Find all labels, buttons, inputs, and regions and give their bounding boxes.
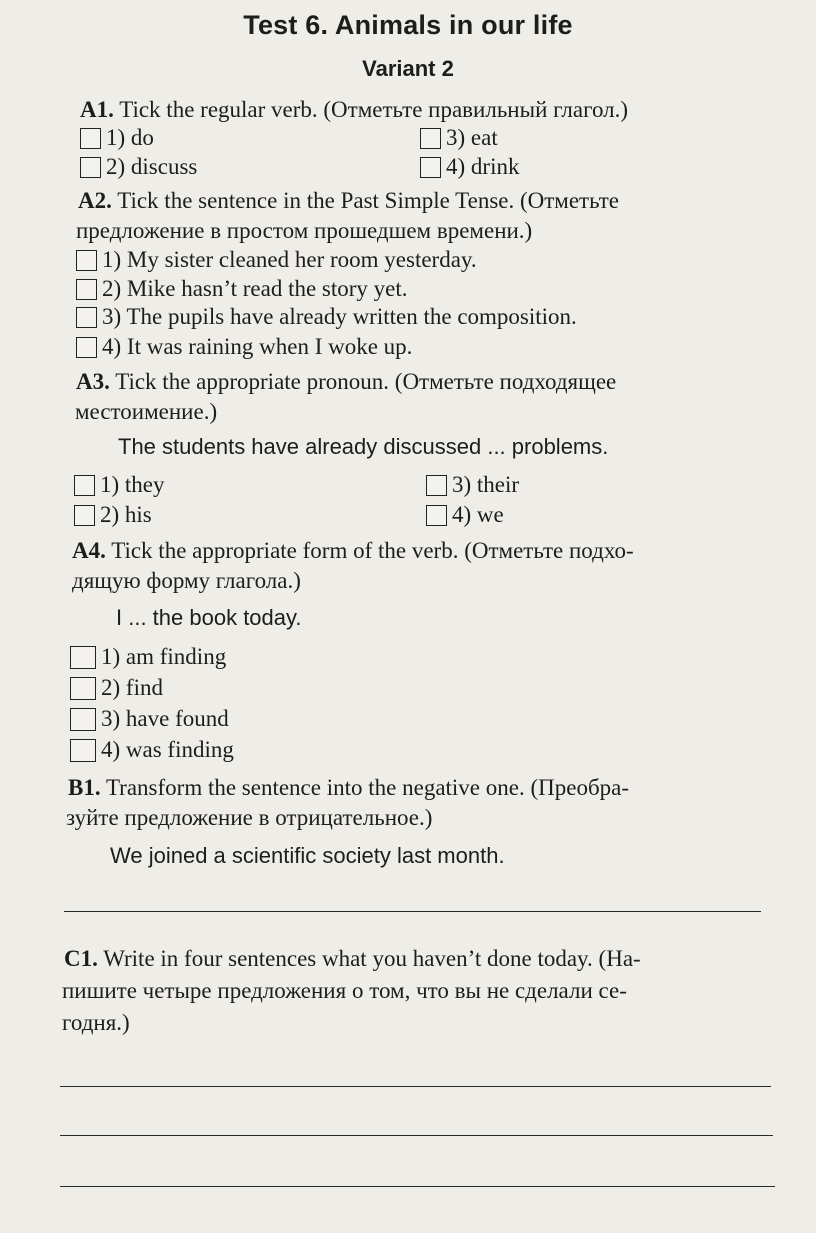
question-a2-text-line2: предложение в простом прошедшем времени.) <box>76 218 533 243</box>
question-a4 <box>72 536 634 566</box>
question-a4-number: A4. <box>72 538 106 563</box>
option-label: 1) am finding <box>101 644 227 669</box>
option-label: 3) eat <box>446 125 498 150</box>
option-label: 1) My sister cleaned her room yesterday. <box>102 247 477 272</box>
question-a1-text: Tick the regular verb. (Отметьте правильный глагол.) <box>119 97 629 122</box>
b1-example-sentence: We joined a scientific society last month. <box>110 843 505 868</box>
checkbox[interactable] <box>74 475 95 496</box>
question-b1-text-line2: зуйте предложение в отрицательное.) <box>66 805 433 830</box>
checkbox[interactable] <box>76 307 97 328</box>
option-label: 4) drink <box>446 154 520 179</box>
option-label: 1) they <box>100 472 165 497</box>
question-c1-text-line1: Write in four sentences what you haven’t done today. (На- <box>103 946 641 971</box>
a2-option-1[interactable] <box>76 246 477 274</box>
a1-option-1[interactable] <box>80 124 154 152</box>
c1-answer-line-3[interactable] <box>60 1186 775 1187</box>
a4-option-2[interactable] <box>70 674 163 702</box>
checkbox[interactable] <box>80 157 101 178</box>
question-c1-number: C1. <box>64 946 98 971</box>
a2-option-4[interactable] <box>76 333 412 361</box>
option-label: 2) Mike hasn’t read the story yet. <box>102 276 408 301</box>
question-a4-text-line2: дящую форму глагола.) <box>72 568 301 593</box>
c1-answer-line-1[interactable] <box>60 1086 771 1087</box>
question-c1-text-line3: годня.) <box>62 1010 130 1035</box>
a4-option-1[interactable] <box>70 643 226 671</box>
a1-option-2[interactable] <box>80 153 197 181</box>
question-a3-text-line2: местоимение.) <box>75 399 218 424</box>
question-a2-number: A2. <box>78 188 112 213</box>
c1-answer-line-2[interactable] <box>60 1135 773 1136</box>
option-label: 4) was finding <box>101 737 234 762</box>
question-b1 <box>68 773 629 803</box>
option-label: 4) It was raining when I woke up. <box>102 334 413 359</box>
question-a3-number: A3. <box>76 369 110 394</box>
checkbox[interactable] <box>76 250 97 271</box>
checkbox[interactable] <box>74 505 95 526</box>
checkbox[interactable] <box>76 279 97 300</box>
checkbox[interactable] <box>420 157 441 178</box>
test-title: Test 6. Animals in our life <box>243 10 573 40</box>
checkbox[interactable] <box>426 505 447 526</box>
checkbox[interactable] <box>420 128 441 149</box>
option-label: 3) their <box>452 472 520 497</box>
checkbox[interactable] <box>426 475 447 496</box>
checkbox[interactable] <box>70 708 96 731</box>
option-label: 1) do <box>106 125 154 150</box>
a3-option-1[interactable] <box>74 471 165 499</box>
question-c1-text-line2: пишите четыре предложения о том, что вы не сделали се- <box>62 978 627 1003</box>
question-a3 <box>76 367 616 397</box>
question-a3-text-line1: Tick the appropriate pronoun. (Отметьте подходящее <box>115 369 617 394</box>
a3-option-3[interactable] <box>426 471 519 499</box>
checkbox[interactable] <box>70 739 96 762</box>
a3-example-sentence: The students have already discussed ... problems. <box>118 434 609 459</box>
question-b1-number: B1. <box>68 775 101 800</box>
a4-option-4[interactable] <box>70 736 234 764</box>
question-a2-text-line1: Tick the sentence in the Past Simple Tense. (Отметьте <box>117 188 619 213</box>
a4-option-3[interactable] <box>70 705 229 733</box>
variant-label: Variant 2 <box>362 56 454 81</box>
checkbox[interactable] <box>70 677 96 700</box>
a4-example-sentence: I ... the book today. <box>116 605 302 630</box>
checkbox[interactable] <box>80 128 101 149</box>
option-label: 2) discuss <box>106 154 198 179</box>
a1-option-4[interactable] <box>420 153 519 181</box>
option-label: 2) his <box>100 502 152 527</box>
question-c1 <box>64 944 641 974</box>
checkbox[interactable] <box>76 337 97 358</box>
a1-option-3[interactable] <box>420 124 498 152</box>
b1-answer-line[interactable] <box>64 911 761 912</box>
option-label: 3) have found <box>101 706 229 731</box>
question-a1-number: A1. <box>80 97 114 122</box>
question-a4-text-line1: Tick the appropriate form of the verb. (Отметьте подхо- <box>111 538 634 563</box>
question-b1-text-line1: Transform the sentence into the negative one. (Преобра- <box>105 775 630 800</box>
option-label: 3) The pupils have already written the composition. <box>102 304 577 329</box>
checkbox[interactable] <box>70 646 96 669</box>
option-label: 4) we <box>452 502 504 527</box>
question-a2 <box>78 186 619 216</box>
a3-option-4[interactable] <box>426 501 504 529</box>
option-label: 2) find <box>101 675 163 700</box>
a3-option-2[interactable] <box>74 501 152 529</box>
a2-option-2[interactable] <box>76 275 408 303</box>
a2-option-3[interactable] <box>76 303 577 331</box>
question-a1 <box>80 95 628 125</box>
